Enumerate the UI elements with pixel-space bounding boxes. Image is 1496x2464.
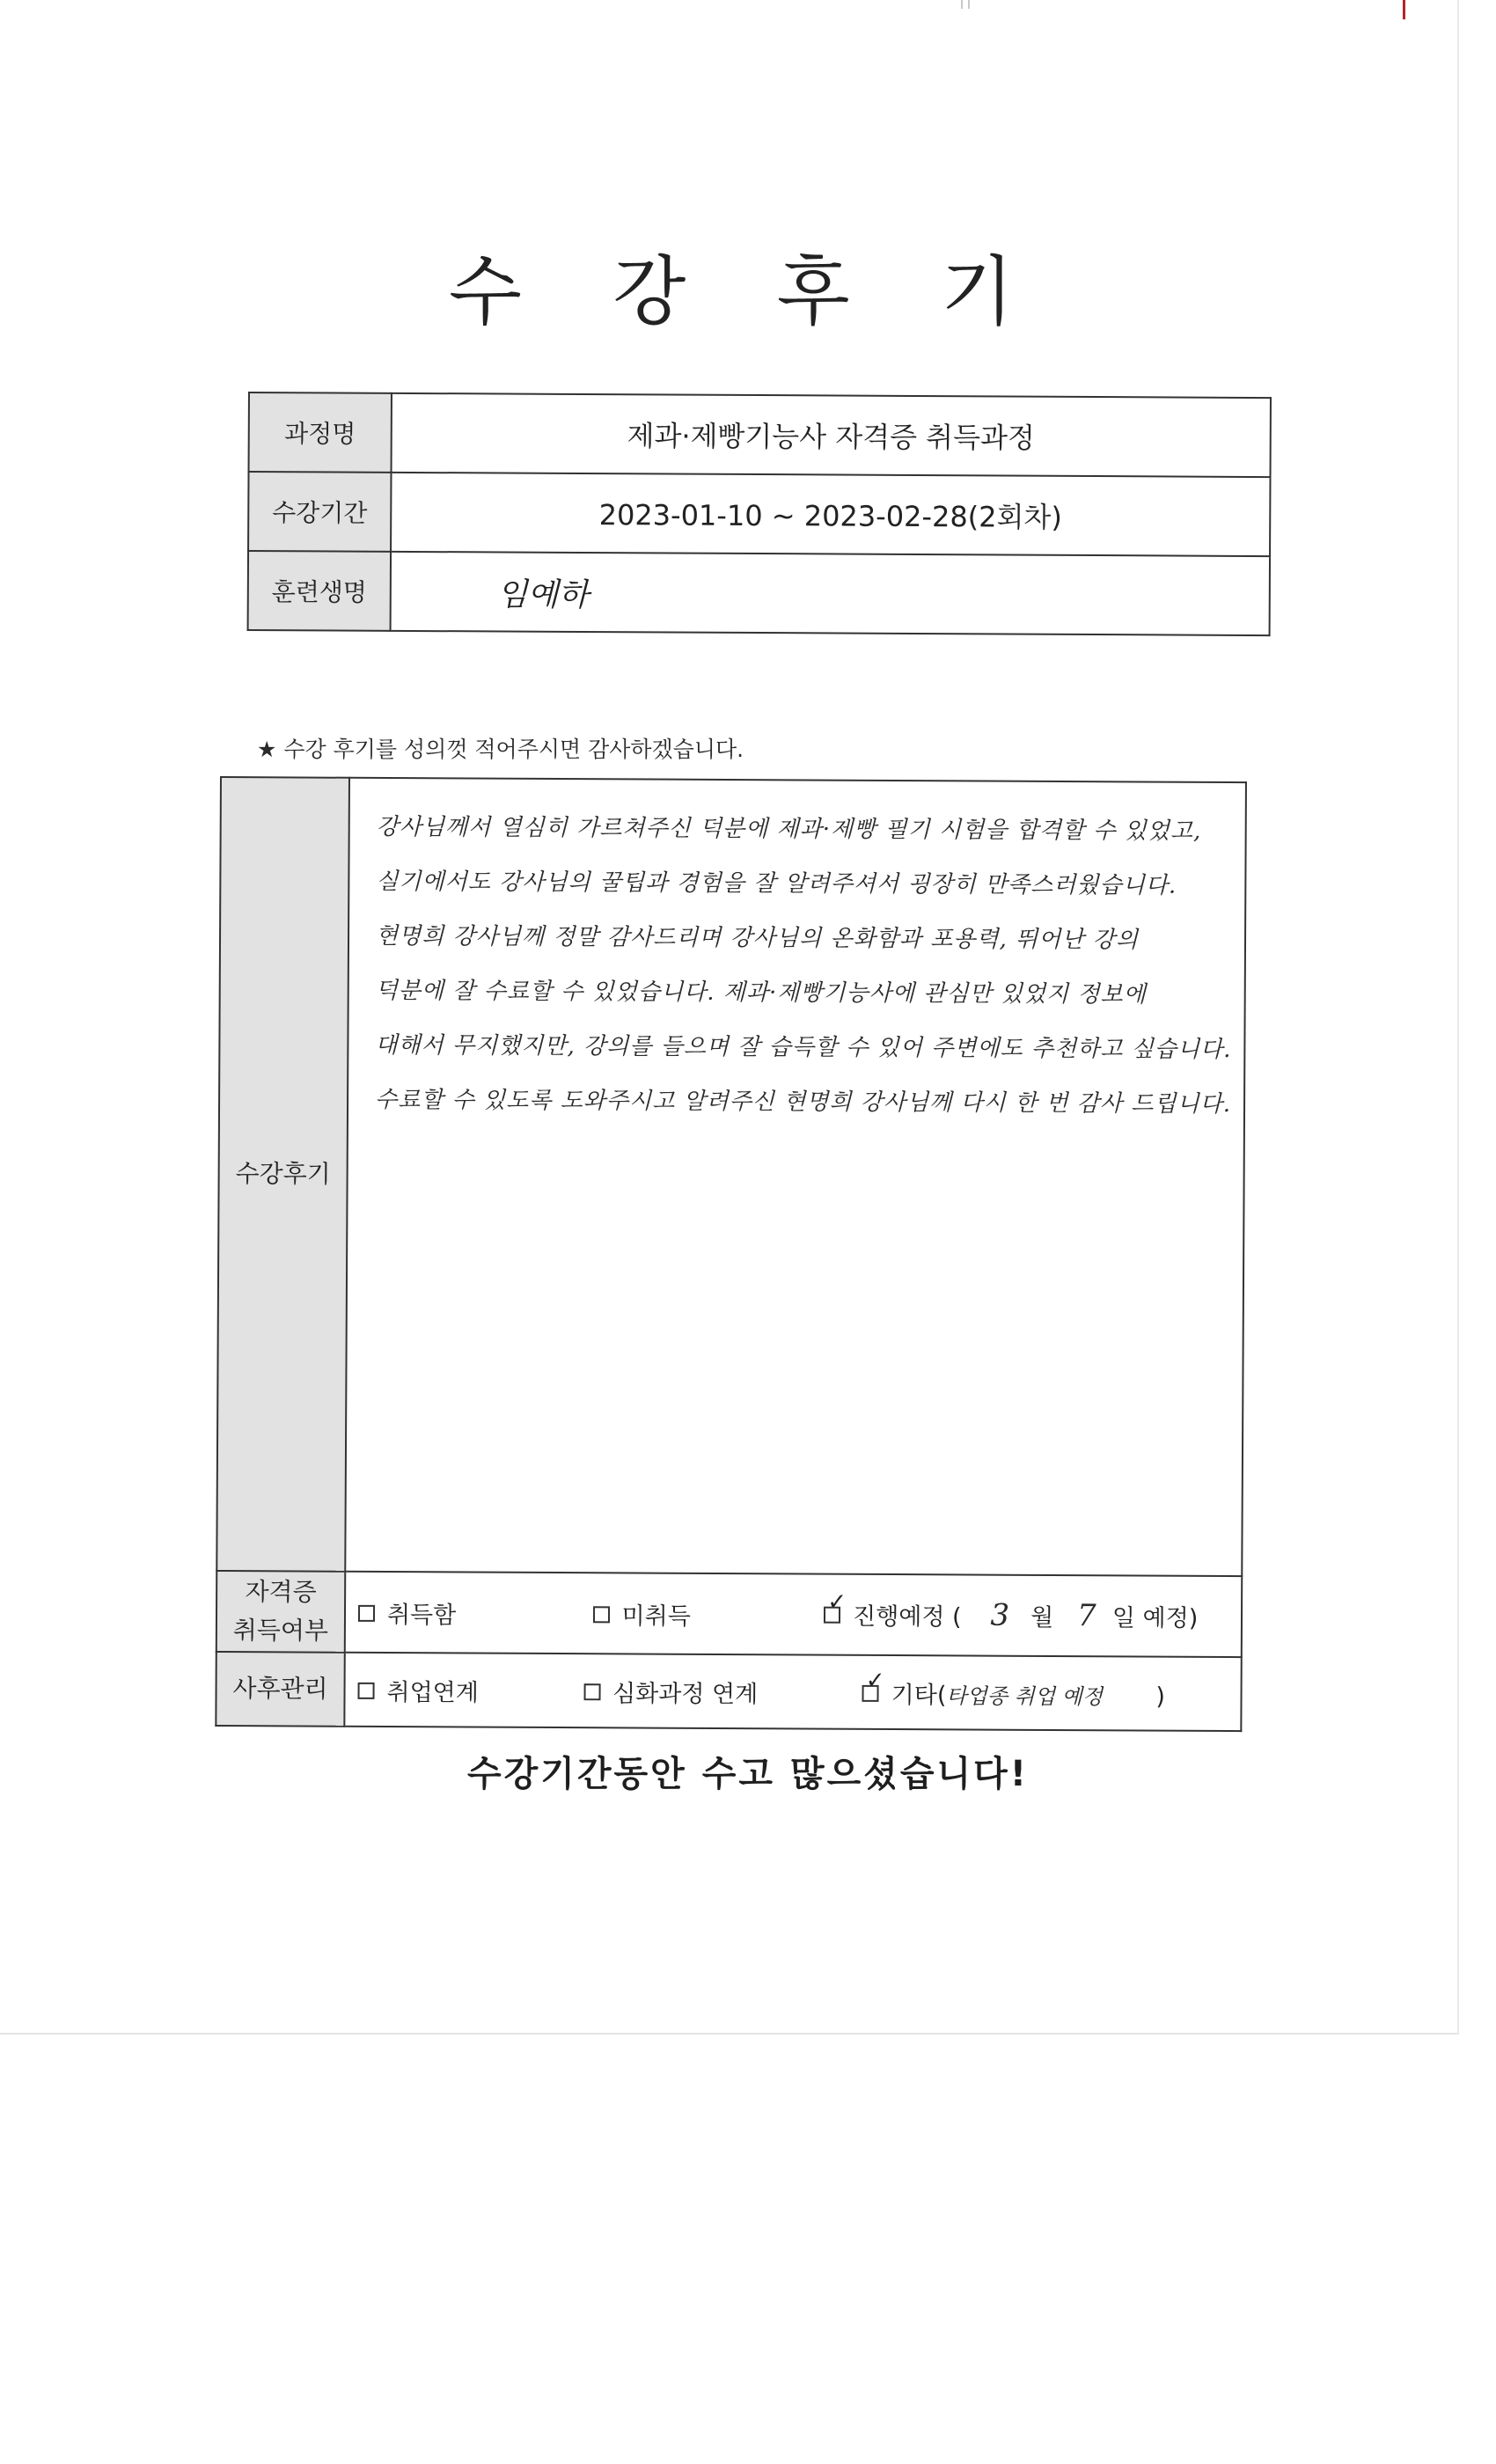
- page-bottom-edge: [0, 2033, 1459, 2035]
- certificate-label-line1: 자격증: [245, 1577, 317, 1607]
- checkbox-job-link[interactable]: [357, 1682, 374, 1698]
- checkbox-other-checked[interactable]: [862, 1667, 885, 1701]
- certificate-label-line2: 취득여부: [232, 1616, 329, 1646]
- followup-label: 사후관리: [216, 1652, 344, 1727]
- trainee-name-handwritten: 임예하: [391, 552, 1270, 635]
- handwritten-day: 7: [1076, 1598, 1096, 1634]
- option-not-acquired: [593, 1596, 817, 1632]
- check-mark-icon: ✓: [827, 1588, 847, 1616]
- review-line-6: 수료할 수 있도록 도와주시고 알려주신 현명희 강사님께 다시 한 번 감사 드립니다.: [374, 1086, 1232, 1118]
- certificate-row: [216, 1571, 1242, 1657]
- period-value: 2023-01-10 ~ 2023-02-28(2회차): [391, 473, 1270, 556]
- checkbox-not-acquired[interactable]: [593, 1606, 610, 1623]
- course-label: 과정명: [249, 392, 392, 473]
- handwritten-month: 3: [990, 1597, 1010, 1633]
- trainee-label: 훈련생명: [248, 551, 391, 631]
- scan-red-mark: [1403, 0, 1405, 19]
- certificate-options: [345, 1572, 1242, 1657]
- course-row: [249, 392, 1271, 477]
- review-row: [216, 777, 1246, 1576]
- option-advanced-course-label: 심화과정 연계: [612, 1679, 759, 1708]
- period-label: 수강기간: [248, 472, 391, 552]
- handwritten-other: 타업종 취업 예정: [946, 1683, 1104, 1709]
- document-title: 수 강 후 기: [448, 248, 1048, 336]
- review-line-1: 강사님께서 열심히 가르쳐주신 덕분에 제과·제빵 필기 시험을 합격할 수 있었고,: [376, 813, 1202, 845]
- followup-options: [344, 1653, 1241, 1731]
- check-mark-icon: ✓: [865, 1667, 885, 1694]
- option-not-acquired-label: 미취득: [621, 1602, 691, 1631]
- followup-row: [216, 1652, 1241, 1731]
- scan-edge-mark: [961, 0, 963, 9]
- review-line-5: 대해서 무지했지만, 강의를 들으며 잘 습득할 수 있어 주변에도 추천하고 싶습니다.: [375, 1031, 1232, 1064]
- review-line-3: 현명희 강사님께 정말 감사드리며 강사님의 온화함과 포용력, 뛰어난 강의: [375, 922, 1139, 954]
- option-other: [862, 1667, 1166, 1711]
- notice-text: ★ 수강 후기를 성의껏 적어주시면 감사하겠습니다.: [257, 737, 744, 762]
- checkbox-advanced-course[interactable]: [583, 1683, 600, 1700]
- option-acquired-label: 취득함: [386, 1601, 457, 1629]
- day-suffix: 일 예정): [1111, 1604, 1199, 1632]
- month-unit: 월: [1030, 1603, 1054, 1632]
- option-in-progress-label: 진행예정 (: [853, 1602, 962, 1632]
- review-label: 수강후기: [216, 777, 349, 1572]
- option-other-close: ): [1155, 1683, 1166, 1711]
- page-right-edge: [1457, 0, 1459, 2035]
- trainee-row: [248, 551, 1270, 635]
- review-table: [215, 776, 1247, 1732]
- option-job-link: [357, 1672, 576, 1707]
- course-value: 제과·제빵기능사 자격증 취득과정: [392, 393, 1271, 477]
- option-advanced-course: [583, 1674, 854, 1710]
- option-other-label: 기타(: [891, 1681, 947, 1709]
- certificate-label: [216, 1571, 345, 1653]
- review-line-2: 실기에서도 강사님의 꿀팁과 경험을 잘 알려주셔서 굉장히 만족스러웠습니다.: [376, 868, 1177, 899]
- option-in-progress: [824, 1588, 1199, 1634]
- scan-edge-mark: [968, 0, 970, 9]
- closing-message: 수강기간동안 수고 많으셨습니다!: [466, 1754, 1030, 1794]
- checkbox-acquired[interactable]: [358, 1604, 375, 1621]
- checkbox-in-progress-checked[interactable]: [824, 1588, 847, 1624]
- review-line-4: 덕분에 잘 수료할 수 있었습니다. 제과·제빵기능사에 관심만 있었지 정보에: [375, 977, 1147, 1008]
- review-text-area: [345, 778, 1246, 1576]
- info-table: [247, 392, 1272, 636]
- period-row: [248, 472, 1270, 556]
- option-job-link-label: 취업연계: [386, 1678, 479, 1707]
- option-acquired: [358, 1595, 585, 1630]
